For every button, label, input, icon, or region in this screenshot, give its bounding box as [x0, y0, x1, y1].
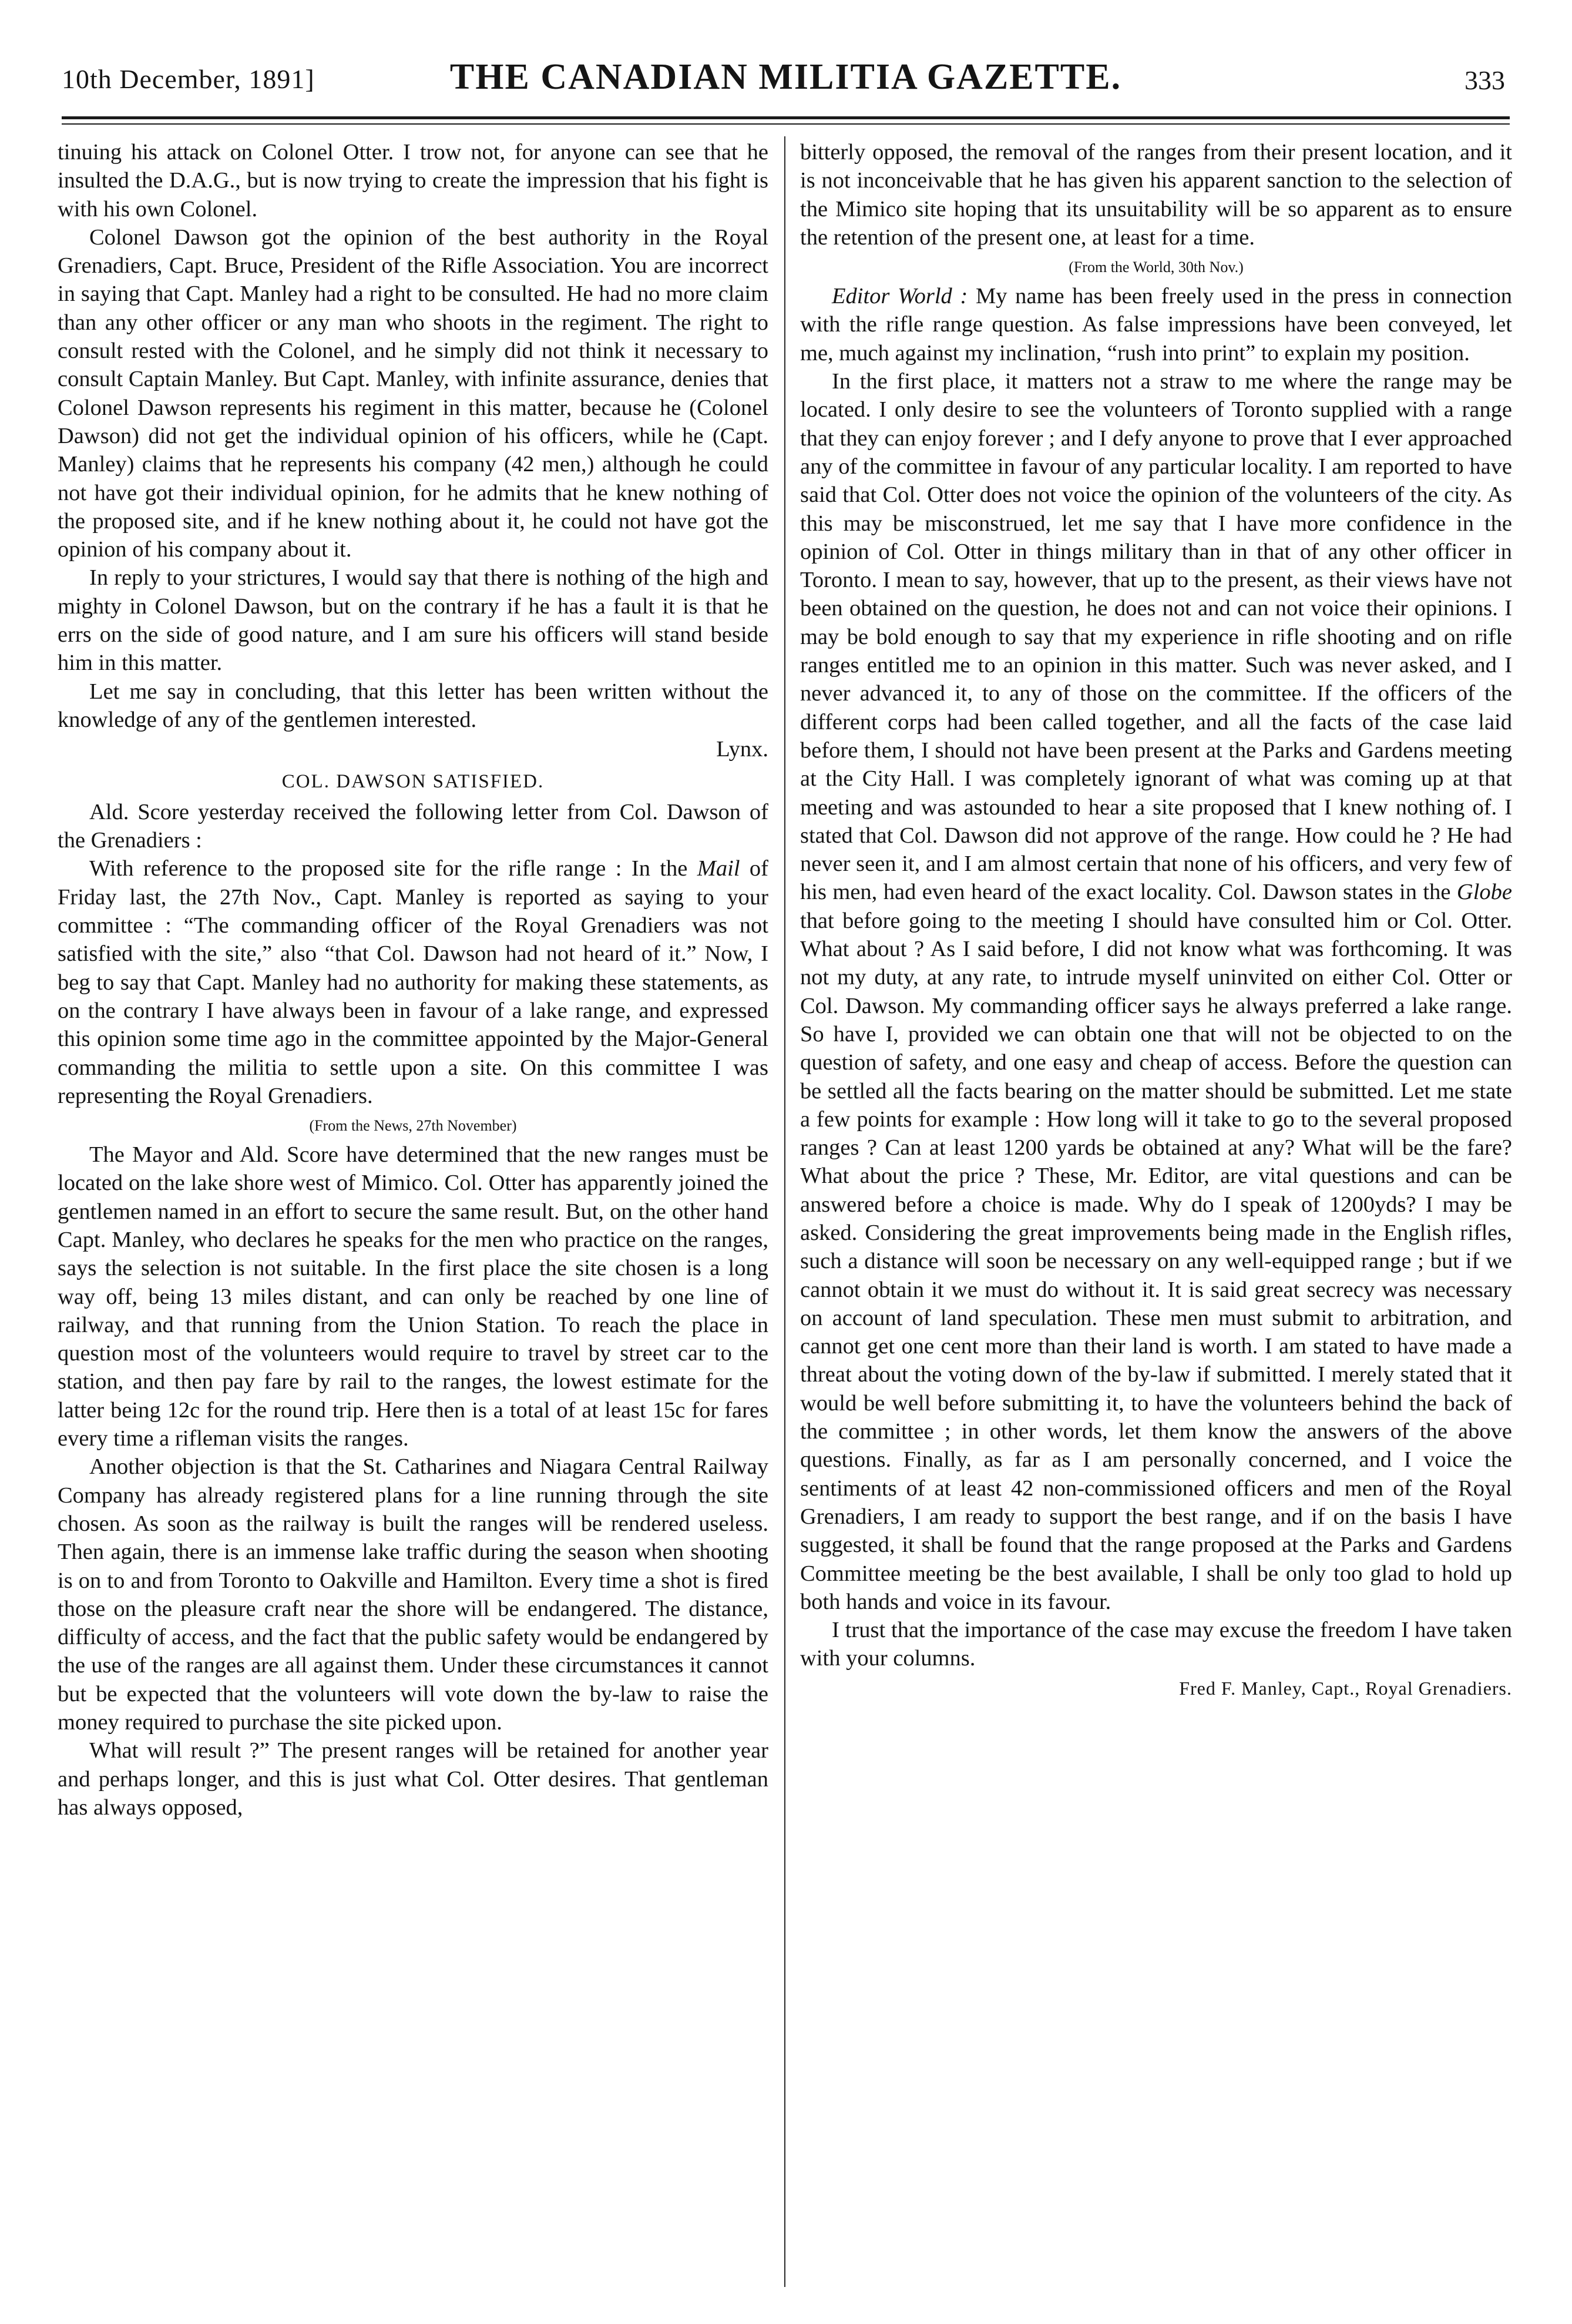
text-run: My name has been freely used in the press in connection with the rifle range question. As false impressions have been conveyed, let me, much against my inclination, “rush into print” to explain my position. [800, 284, 1512, 365]
right-column [800, 138, 1512, 1702]
paragraph: bitterly opposed, the removal of the ranges from their present location, and it is not inconceivable that he has given his apparent sanction to the selection of the Mimico site hoping that its unsuitability will be so apparent as to ensure the retention of the present one, at least for a time. [800, 140, 1512, 250]
publication-title: THE CANADIAN MILITIA GAZETTE. [449, 57, 1122, 97]
header-rule-thick [62, 116, 1510, 119]
paragraph: Ald. Score yesterday received the following letter from Col. Dawson of the Grenadiers : [58, 799, 768, 853]
paragraph: What will result ?” The present ranges will be retained for another year and perhaps longer, and this is just what Col. Otter desires. That gentleman has always opposed, [58, 1738, 768, 1820]
issue-date: 10th December, 1891] [62, 64, 315, 94]
page-header [62, 56, 1510, 115]
paragraph: I trust that the importance of the case may excuse the freedom I have taken with your columns. [800, 1618, 1512, 1671]
text-run: that before going to the meeting I should have consulted him or Col. Otter. What about ? As I said before, I did not know what was forthcoming. It was not my duty, at any rate, to intrude myself uninvited on either Col. Otter or Col. Dawson. My commanding officer says he always preferred a lake range. So have I, provided we can obtain one that will not be objected to on the question of safety, and one easy and cheap of access. Before the question can be settled all the facts bearing on the matter should be submitted. Let me state a few points for example : How long will it take to go to the several proposed ranges ? Can at least 1200 yards be obtained at any? What will be the fare? What about the price ? These, Mr. Editor, are vital questions and can be answered before a choice is made. Why do I speak of 1200yds? I may be asked. Considering the great improvements being made in the English rifles, such a distance will soon be necessary on any well-equipped range ; but if we cannot obtain it we must do without it. It is said great secrecy was necessary on account of land speculation. These men must submit to arbitration, and cannot get one cent more than their land is worth. I am stated to have made a threat about the voting down of the by-law if submitted. I merely stated that it would be well before submitting it, to have the volunteers behind the back of the committee ; in other words, let them know the answers of the above questions. Finally, as far as I am personally concerned, and I voice the sentiments of at least 42 non-commissioned officers and men of the Royal Grenadiers, I am ready to support the best range, and if on the basis I have suggested, it shall be found that the range proposed at the Parks and Gardens Committee meeting be the best available, I shall be only too glad to hold up both hands and voice in its favour. [800, 908, 1512, 1614]
paragraph: Let me say in concluding, that this letter has been written without the knowledge of any of the gentlemen interested. [58, 679, 768, 732]
paragraph: Another objection is that the St. Catharines and Niagara Central Railway Company has already registered plans for a line running through the site chosen. As soon as the railway is built the ranges will be rendered useless. Then again, there is an immense lake traffic during the season when shooting is on to and from Toronto to Oakville and Hamilton. Every time a shot is fired those on the pleasure craft near the shore will be endangered. The distance, difficulty of access, and the fact that the public safety would be endangered by the use of the ranges are all against them. Under these circumstances it cannot but be expected that the volunteers will vote down the by-law to raise the money required to purchase the site picked upon. [58, 1454, 768, 1735]
paragraph: In reply to your strictures, I would say that there is nothing of the high and mighty in Colonel Dawson, but on the contrary if he has a fault it is that he errs on the side of good nature, and I am sure his officers will stand beside him in this matter. [58, 565, 768, 676]
paragraph: Colonel Dawson got the opinion of the best authority in the Royal Grenadiers, Capt. Bruce, President of the Rifle Association. You are incorrect in saying that Capt. Manley had a right to be consulted. He had no more claim than any other officer or any man who shoots in the regiment. The right to consult rested with the Colonel, and he simply did not think it necessary to consult Captain Manley. But Capt. Manley, with infinite assurance, denies that Colonel Dawson represents his regiment in this matter, because he (Colonel Dawson) did not get the individual opinion of his officers, while he (Capt. Manley) claims that he represents his company (42 men,) although he could not have got their individual opinion, for he admits that he knew nothing of the proposed site, and if he knew nothing about it, he could not have got the opinion of his company about it. [58, 224, 768, 562]
column-divider [784, 136, 785, 2287]
source-note: (From the News, 27th November) [309, 1117, 517, 1135]
section-heading: COL. DAWSON SATISFIED. [281, 770, 545, 792]
salutation: Editor World : [832, 284, 968, 309]
header-rule-thin [62, 123, 1510, 125]
paragraph [58, 854, 768, 1110]
page-number: 333 [1464, 65, 1505, 95]
text-run: of Friday last, the 27th Nov., Capt. Manley is reported as saying to your committee : “The commanding officer of the Royal Grenadiers was not satisfied with the site,” also “that Col. Dawson had not heard of it.” Now, I beg to say that Capt. Manley had no authority for making these statements, as on the contrary I have always been in favour of a lake range, and expressed this opinion some time ago in the committee appointed by the Major-General commanding the militia to settle upon a site. On this committee I was representing the Royal Grenadiers. [58, 856, 768, 1108]
newspaper-name: Mail [697, 856, 740, 881]
newspaper-name: Globe [1456, 880, 1512, 905]
paragraph [800, 282, 1512, 367]
signature-lynx: Lynx. [716, 737, 768, 762]
text-run: In the first place, it matters not a straw to me where the range may be located. I only desire to see the volunteers of Toronto supplied with a range that they can enjoy forever ; and I defy anyone to prove that I ever approached any of the committee in favour of any particular locality. I am reported to have said that Col. Otter does not voice the opinion of the volunteers of the city. As this may be misconstrued, let me say that I have more confidence in the opinion of Col. Otter in things military than in that of any other officer in Toronto. I mean to say, however, that up to the present, as their views have not been obtained on the question, he does not and can not voice their opinions. I may be bold enough to say that my experience in rifle shooting and on rifle ranges entitled me to an opinion in this matter. Such was never asked, and I never advanced it, to any of those on the committee. If the officers of the different corps had been called together, and all the facts of the case laid before them, I should not have been present at the Parks and Gardens meeting at the City Hall. I was completely ignorant of what was coming up at that meeting and was astounded to hear a site proposed that I knew nothing of. I stated that Col. Dawson did not approve of the range. How could he ? He had never seen it, and I am almost certain that none of his officers, and very few of his men, had even heard of the exact locality. Col. Dawson states in the [800, 369, 1512, 905]
paragraph: tinuing his attack on Colonel Otter. I trow not, for anyone can see that he insulted the D.A.G., but is now trying to create the impression that his fight is with his own Colonel. [58, 140, 768, 222]
left-column [58, 138, 768, 1822]
source-note: (From the World, 30th Nov.) [1069, 259, 1244, 276]
paragraph: The Mayor and Ald. Score have determined that the new ranges must be located on the lake shore west of Mimico. Col. Otter has apparently joined the gentlemen named in an effort to secure the same result. But, on the other hand Capt. Manley, who declares he speaks for the men who practice on the ranges, says the selection is not suitable. In the first place the site chosen is a long way off, being 13 miles distant, and can only be reached by one line of railway, and that running from the Union Station. To reach the place in question most of the volunteers would require to travel by street car to the station, and then pay fare by rail to the ranges, the lowest estimate for the latter being 12c for the round trip. Here then is a total of at least 15c for fares every time a rifleman visits the ranges. [58, 1142, 768, 1451]
text-run: With reference to the proposed site for the rifle range : In the [89, 856, 697, 881]
paragraph [800, 367, 1512, 1616]
signature-manley: Fred F. Manley, Capt., Royal Grenadiers. [1179, 1677, 1512, 1699]
